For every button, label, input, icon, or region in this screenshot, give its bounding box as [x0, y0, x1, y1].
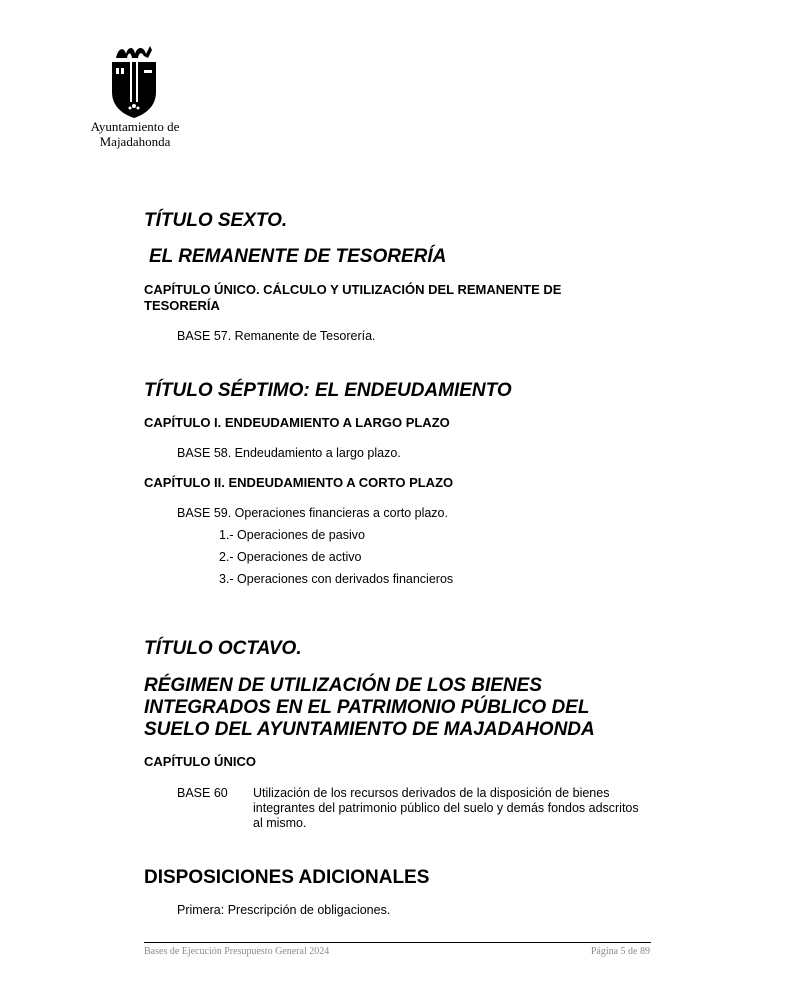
base-58: BASE 58. Endeudamiento a largo plazo. [177, 446, 401, 460]
capitulo-unico-remanente-line-2: TESORERÍA [144, 298, 220, 313]
capitulo-2-corto-plazo: CAPÍTULO II. ENDEUDAMIENTO A CORTO PLAZO [144, 475, 454, 490]
list-item: 3.- Operaciones con derivados financieros [219, 572, 454, 586]
capitulo-unico-remanente-line-1: CAPÍTULO ÚNICO. CÁLCULO Y UTILIZACIÓN DEL REMANENTE DE [144, 282, 562, 297]
list-item: 1.- Operaciones de pasivo [219, 528, 365, 542]
base-60-label: BASE 60 [177, 786, 228, 800]
footer-page-number: Página 5 de 89 [590, 946, 650, 957]
titulo-octavo-line-1: RÉGIMEN DE UTILIZACIÓN DE LOS BIENES [144, 675, 542, 696]
disposicion-primera: Primera: Prescripción de obligaciones. [177, 903, 391, 917]
base-59: BASE 59. Operaciones financieras a corto plazo. [177, 506, 448, 520]
titulo-octavo-heading: TÍTULO OCTAVO. [144, 638, 302, 659]
titulo-octavo-line-2: INTEGRADOS EN EL PATRIMONIO PÚBLICO DEL [144, 697, 590, 718]
capitulo-1-largo-plazo: CAPÍTULO I. ENDEUDAMIENTO A LARGO PLAZO [144, 415, 450, 430]
org-line-1: Ayuntamiento de [90, 119, 180, 134]
disposiciones-adicionales-heading: DISPOSICIONES ADICIONALES [144, 867, 430, 888]
list-item: 2.- Operaciones de activo [219, 550, 362, 564]
base-60-description: Utilización de los recursos derivados de la disposición de bienes integrantes del patrimonio público del suelo y demás fondos adscritos al mismo. [253, 786, 639, 830]
titulo-octavo-line-3: SUELO DEL AYUNTAMIENTO DE MAJADAHONDA [144, 719, 595, 740]
footer-document-title: Bases de Ejecución Presupuesto General 2024 [144, 946, 330, 957]
org-line-2: Majadahonda [99, 134, 171, 149]
footer-divider [144, 942, 651, 943]
base-57: BASE 57. Remanente de Tesorería. [177, 329, 376, 343]
titulo-sexto-heading: TÍTULO SEXTO. [144, 210, 288, 231]
titulo-sexto-subheading: EL REMANENTE DE TESORERÍA [149, 246, 447, 267]
organization-name [80, 119, 190, 149]
capitulo-unico-octavo: CAPÍTULO ÚNICO [144, 754, 256, 769]
municipal-crest-logo [106, 40, 162, 120]
titulo-septimo-heading: TÍTULO SÉPTIMO: EL ENDEUDAMIENTO [144, 380, 512, 401]
